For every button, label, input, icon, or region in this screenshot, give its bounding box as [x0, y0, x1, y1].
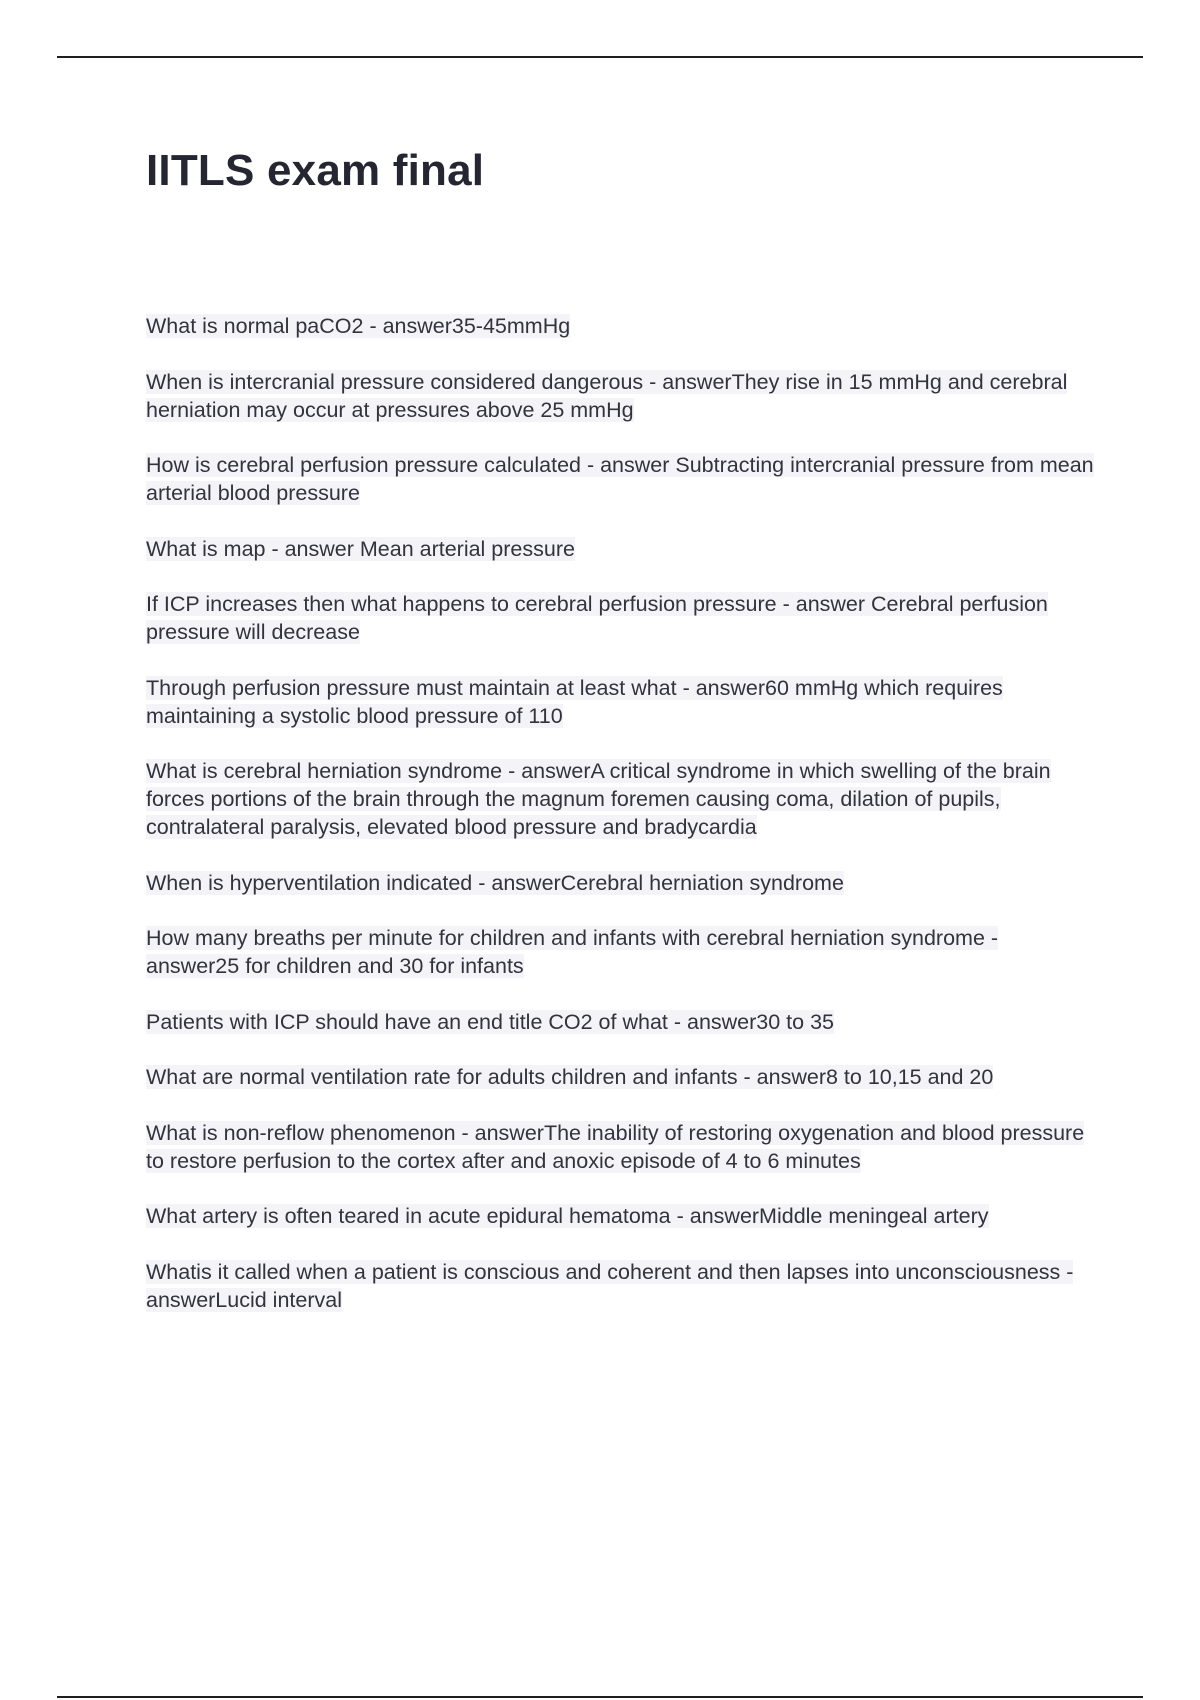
footer-rule	[57, 1696, 1143, 1698]
qa-item: Patients with ICP should have an end title CO2 of what - answer30 to 35	[146, 1009, 834, 1034]
qa-item: What is normal paCO2 - answer35-45mmHg	[146, 314, 571, 338]
qa-item: What is non-reflow phenomenon - answerThe inability of restoring oxygenation and blood pressure to restore perfusion to the cortex after and anoxic episode of 4 to 6 minutes	[146, 1120, 1085, 1173]
qa-item: What artery is often teared in acute epidural hematoma - answerMiddle meningeal artery	[146, 1204, 989, 1228]
qa-item: What are normal ventilation rate for adults children and infants - answer8 to 10,15 and 20	[146, 1065, 994, 1089]
qa-item: What is map - answer Mean arterial pressure	[146, 536, 575, 561]
qa-item: How many breaths per minute for children and infants with cerebral herniation syndrome - answer25 for children and 30 for infants	[146, 926, 999, 978]
qa-item: Whatis it called when a patient is conscious and coherent and then lapses into unconsciousness - answerLucid interval	[146, 1259, 1074, 1312]
qa-list	[146, 312, 1096, 1341]
qa-item: When is intercranial pressure considered dangerous - answerThey rise in 15 mmHg and cerebral herniation may occur at pressures above 25 mmHg	[146, 369, 1068, 422]
qa-item: How is cerebral perfusion pressure calculated - answer Subtracting intercranial pressure from mean arterial blood pressure	[146, 453, 1094, 505]
qa-item: If ICP increases then what happens to cerebral perfusion pressure - answer Cerebral perfusion pressure will decrease	[146, 592, 1048, 644]
qa-item: What is cerebral herniation syndrome - answerA critical syndrome in which swelling of the brain forces portions of the brain through the magnum foremen causing coma, dilation of pupils, contralateral paralysis, elevated blood pressure and bradycardia	[146, 759, 1051, 839]
qa-item: Through perfusion pressure must maintain at least what - answer60 mmHg which requires maintaining a systolic blood pressure of 110	[146, 675, 1003, 728]
header-rule	[57, 56, 1143, 58]
qa-item: When is hyperventilation indicated - answerCerebral herniation syndrome	[146, 870, 844, 895]
document-title: IITLS exam final	[146, 146, 485, 195]
